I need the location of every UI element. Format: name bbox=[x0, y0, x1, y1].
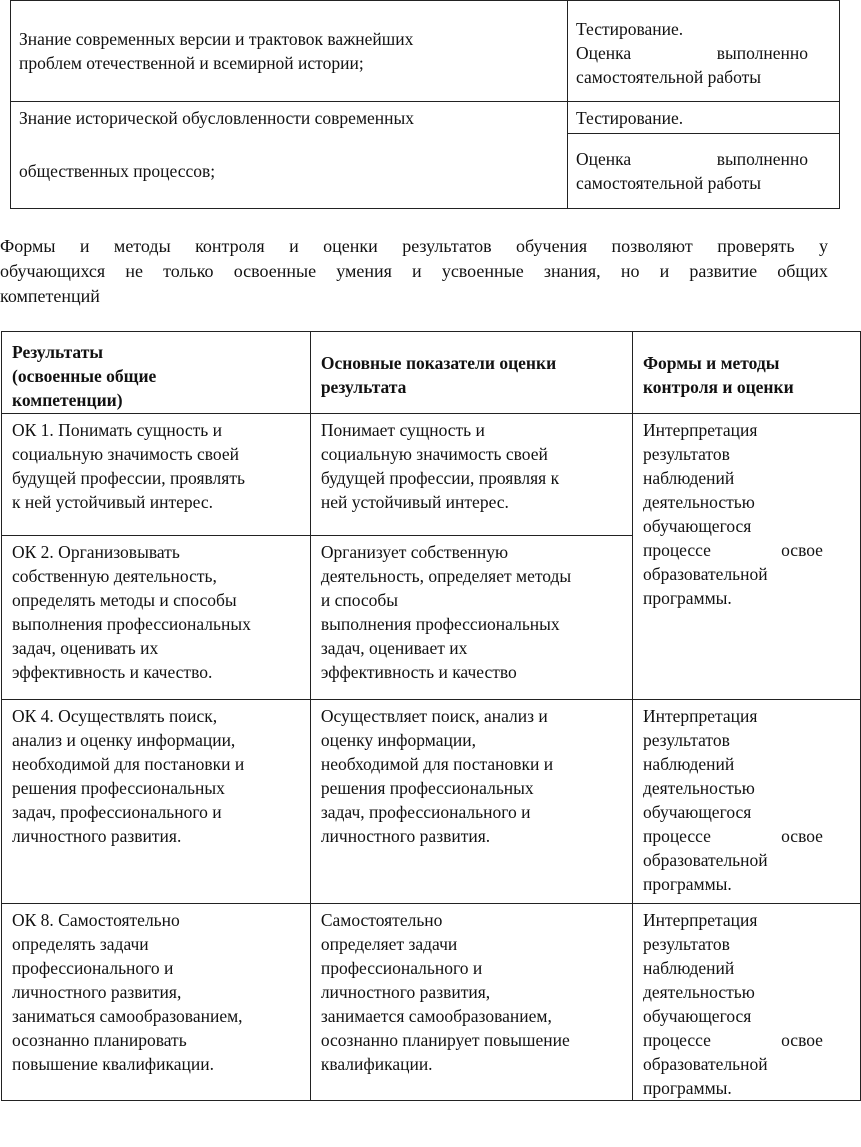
cell-ok8-competence: ОК 8. Самостоятельно определять задачи профессионального и личностного развития, заниматься самообразованием, осознанно планировать повышение квалификации. bbox=[2, 904, 311, 1101]
cell-ok8-methods bbox=[632, 904, 860, 1101]
paragraph-word: усвоенные bbox=[441, 261, 524, 281]
cell-ok2-competence: ОК 2. Организовывать собственную деятельность, определять методы и способы выполнения профессиональных задач, оценивать их эффективность и качество. bbox=[2, 536, 311, 700]
cell-ok4-indicator: Осуществляет поиск, анализ и оценку информации, необходимой для постановки и решения профессиональных задач, профессионального и личностного развития. bbox=[310, 700, 632, 904]
methods-justified-line bbox=[643, 1028, 823, 1052]
top-cell-text: Знание исторической обусловленности современных bbox=[19, 107, 415, 128]
top-cell-line: Тестирование. bbox=[576, 19, 684, 39]
top-cell-assessment-1 bbox=[568, 1, 840, 102]
paragraph-word: общих bbox=[777, 261, 828, 281]
paragraph-word: развитие bbox=[689, 261, 758, 281]
assessment-table-top bbox=[10, 0, 840, 209]
header-indicators: Основные показатели оценки результата bbox=[310, 332, 632, 414]
top-cell-word: выполненно bbox=[716, 149, 808, 169]
cell-ok4-methods bbox=[632, 700, 860, 904]
methods-text: Интерпретация результатов наблюдений деятельностью обучающегося bbox=[642, 420, 758, 536]
methods-word: процессе bbox=[642, 540, 711, 560]
top-cell-knowledge-conditioning bbox=[11, 102, 568, 134]
top-cell-text: общественных процессов; bbox=[19, 160, 216, 181]
top-cell-assessment-2 bbox=[568, 134, 840, 209]
methods-word: процессе bbox=[642, 1030, 711, 1050]
paragraph-line-1 bbox=[0, 234, 828, 259]
paragraph-word: и bbox=[79, 236, 90, 256]
paragraph-word: позволяют bbox=[611, 236, 693, 256]
top-cell-social-processes bbox=[11, 134, 568, 209]
paragraph-word: не bbox=[125, 261, 143, 281]
methods-word: освое bbox=[781, 826, 823, 846]
methods-word: освое bbox=[781, 540, 823, 560]
paragraph-word: умения bbox=[336, 261, 392, 281]
cell-ok1-competence: ОК 1. Понимать сущность и социальную значимость своей будущей профессии, проявлять к ней устойчивый интерес. bbox=[2, 414, 311, 536]
paragraph-word: оценки bbox=[323, 236, 378, 256]
top-cell-text: Тестирование. bbox=[576, 107, 684, 128]
methods-text: образовательной программы. bbox=[642, 850, 768, 894]
top-cell-justified-line bbox=[576, 147, 808, 171]
cell-ok2-indicator: Организует собственную деятельность, определяет методы и способы выполнения профессиональных задач, оценивает их эффективность и качество bbox=[310, 536, 632, 700]
intro-paragraph bbox=[0, 234, 828, 309]
header-forms-methods: Формы и методы контроля и оценки bbox=[632, 332, 860, 414]
paragraph-word: и bbox=[289, 236, 299, 256]
paragraph-word: обучающихся bbox=[0, 261, 106, 281]
paragraph-word: и bbox=[659, 261, 670, 281]
top-cell-line: самостоятельной работы bbox=[576, 173, 761, 193]
top-cell-knowledge-versions bbox=[11, 1, 568, 102]
paragraph-word: методы bbox=[113, 236, 171, 256]
paragraph-word: знания, bbox=[543, 261, 601, 281]
cell-ok4-competence: ОК 4. Осуществлять поиск, анализ и оценку информации, необходимой для постановки и решения профессиональных задач, профессионального и личностного развития. bbox=[2, 700, 311, 904]
methods-word: процессе bbox=[642, 826, 711, 846]
methods-text: Интерпретация результатов наблюдений деятельностью обучающегося bbox=[642, 706, 758, 822]
methods-text: образовательной программы. bbox=[642, 564, 768, 608]
methods-justified-line bbox=[643, 538, 823, 562]
methods-word: освое bbox=[781, 1030, 823, 1050]
cell-ok8-indicator: Самостоятельно определяет задачи профессионального и личностного развития, занимается самообразованием, осознанно планирует повышение квалификации. bbox=[310, 904, 632, 1101]
paragraph-word: результатов bbox=[402, 236, 492, 256]
paragraph-line-3: компетенций bbox=[0, 286, 100, 306]
top-cell-justified-line bbox=[576, 41, 808, 65]
paragraph-word: но bbox=[620, 261, 640, 281]
top-cell-line: самостоятельной работы bbox=[576, 67, 761, 87]
paragraph-word: только bbox=[163, 261, 214, 281]
paragraph-word: контроля bbox=[195, 236, 265, 256]
header-results: Результаты (освоенные общие компетенции) bbox=[2, 332, 311, 414]
competencies-table bbox=[1, 331, 861, 1101]
paragraph-word: освоенные bbox=[233, 261, 317, 281]
paragraph-word: обучения bbox=[516, 236, 588, 256]
paragraph-word: проверять bbox=[717, 236, 795, 256]
top-cell-word: Оценка bbox=[576, 149, 632, 169]
cell-ok1-indicator: Понимает сущность и социальную значимость своей будущей профессии, проявляя к ней устойчивый интерес. bbox=[310, 414, 632, 536]
methods-text: образовательной программы. bbox=[642, 1054, 768, 1098]
paragraph-word: у bbox=[818, 236, 828, 256]
cell-ok1-ok2-methods bbox=[632, 414, 860, 700]
top-cell-word: выполненно bbox=[716, 43, 808, 63]
top-cell-text: Знание современных версии и трактовок важнейших проблем отечественной и всемирной истории; bbox=[19, 29, 414, 73]
top-cell-testing bbox=[568, 102, 840, 134]
paragraph-word: и bbox=[412, 261, 422, 281]
paragraph-line-2 bbox=[0, 259, 828, 284]
top-cell-word: Оценка bbox=[576, 43, 632, 63]
paragraph-word: Формы bbox=[0, 236, 56, 256]
methods-justified-line bbox=[643, 824, 823, 848]
methods-text: Интерпретация результатов наблюдений деятельностью обучающегося bbox=[642, 910, 758, 1026]
